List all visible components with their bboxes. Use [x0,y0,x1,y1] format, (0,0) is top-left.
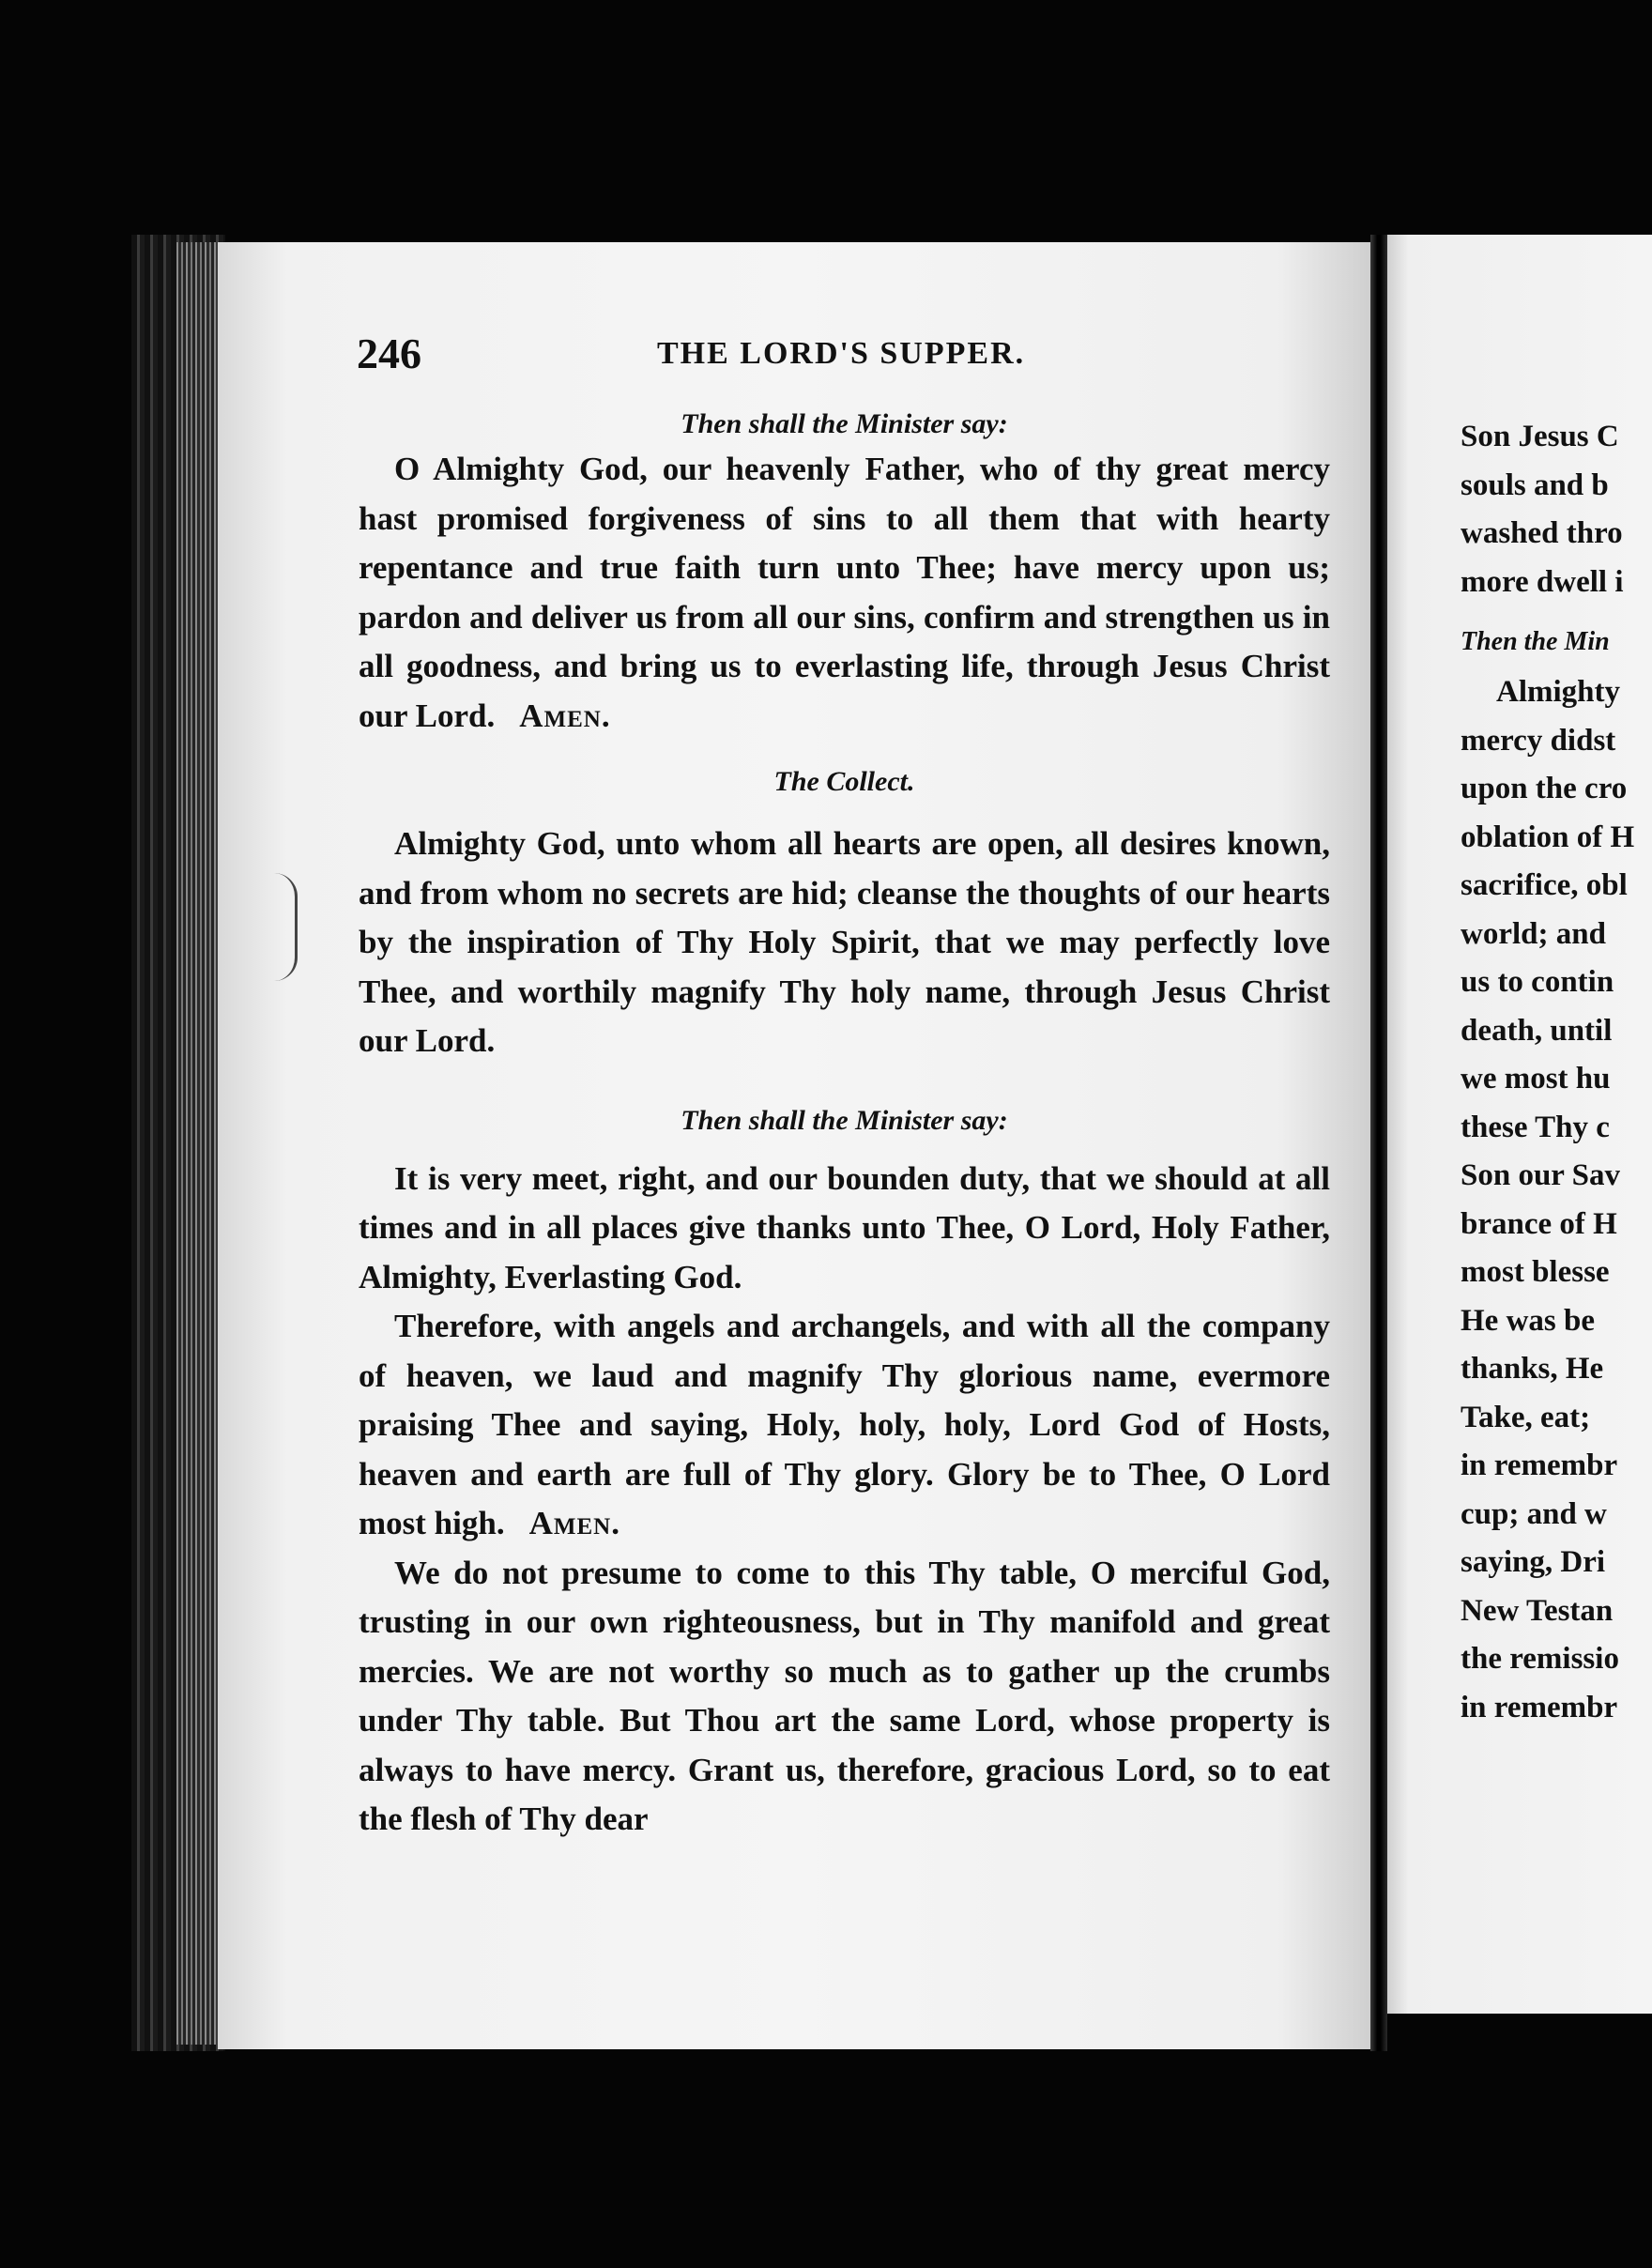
prayer-absolution [359,445,1330,741]
running-head [357,329,1342,385]
text-line: Son Jesus C [1461,420,1619,453]
margin-bracket-mark [274,873,298,981]
book-page-edges-inner [176,242,216,2045]
text-line: Almighty [1496,675,1620,709]
text-line: these Thy c [1461,1110,1610,1144]
text-line: saying, Dri [1461,1545,1606,1579]
humble-access-paragraph: We do not presume to come to this Thy table, O merciful God, trusting in our own righteousness, but in Thy manifold and great mercies. We are not worthy so much as to gather up the crumbs under Thy table. But Thou art the same Lord, whose property is always to have mercy. Grant us, therefore, gracious Lord, so to eat the flesh of Thy dear [359,1554,1330,1837]
text-line: world; and [1461,916,1606,951]
text-line: in remembr [1461,1448,1618,1482]
rubric: Then the Min [1461,627,1610,656]
text-line: we most hu [1461,1062,1611,1096]
text-line: He was be [1461,1303,1595,1338]
text-line: death, until [1461,1013,1613,1048]
text-line: New Testan [1461,1593,1614,1628]
text-line: upon the cro [1461,772,1628,805]
text-line: more dwell i [1461,564,1624,599]
book-gutter [1370,235,1387,2051]
text-line: the remissio [1461,1642,1619,1676]
running-head-title: THE LORD'S SUPPER. [657,336,1026,371]
paragraph-text: O Almighty God, our heavenly Father, who of thy great mercy hast promised forgiveness of sins to all them that with hearty repentance and true faith turn unto Thee; have mercy upon us; pardon and deliver us from all our sins, confirm and strengthen us in all goodness, and bring us to everlasting life, through Jesus Christ our Lord. [359,451,1330,734]
paragraph-text: Therefore, with angels and archangels, and with all the company of heaven, we laud and magnify Thy glorious name, evermore praising Thee and saying, Holy, holy, holy, Lord God of Hosts, heaven and earth are full of Thy glory. Glory be to Thee, O Lord most high. [359,1308,1330,1541]
page-number: 246 [357,329,421,377]
text-line: souls and b [1461,467,1609,502]
preface-paragraph: It is very meet, right, and our bounden duty, that we should at all times and in all places give thanks unto Thee, O Lord, Holy Father, Almighty, Everlasting God. [359,1159,1330,1295]
text-line: cup; and w [1461,1496,1607,1531]
text-line: oblation of H [1461,820,1635,854]
text-line: washed thro [1461,516,1623,550]
sanctus-paragraph [359,1302,1330,1549]
text-line: thanks, He [1461,1352,1604,1386]
rubric: Then shall the Minister say: [681,1104,1008,1136]
text-line: Take, eat; [1461,1400,1591,1434]
text-line: sacrifice, obl [1461,868,1628,902]
text-line: us to contin [1461,965,1614,999]
text-line: brance of H [1461,1206,1617,1241]
rubric: The Collect. [773,766,915,797]
text-line: in remembr [1461,1690,1618,1724]
amen: Amen. [528,1505,620,1541]
rubric: Then shall the Minister say: [681,408,1008,439]
text-line: most blesse [1461,1255,1610,1289]
left-page-text [359,404,1330,1845]
amen: Amen. [519,697,611,734]
right-page-text [1461,413,1652,1732]
text-line: Son our Sav [1461,1158,1620,1192]
prayer-collect: Almighty God, unto whom all hearts are open, all desires known, and from whom no secrets are hid; cleanse the thoughts of our hearts by the inspiration of Thy Holy Spirit, that we may perfectly love Thee, and worthily magnify Thy holy name, through Jesus Christ our Lord. [359,825,1330,1059]
text-line: mercy didst [1461,723,1616,758]
